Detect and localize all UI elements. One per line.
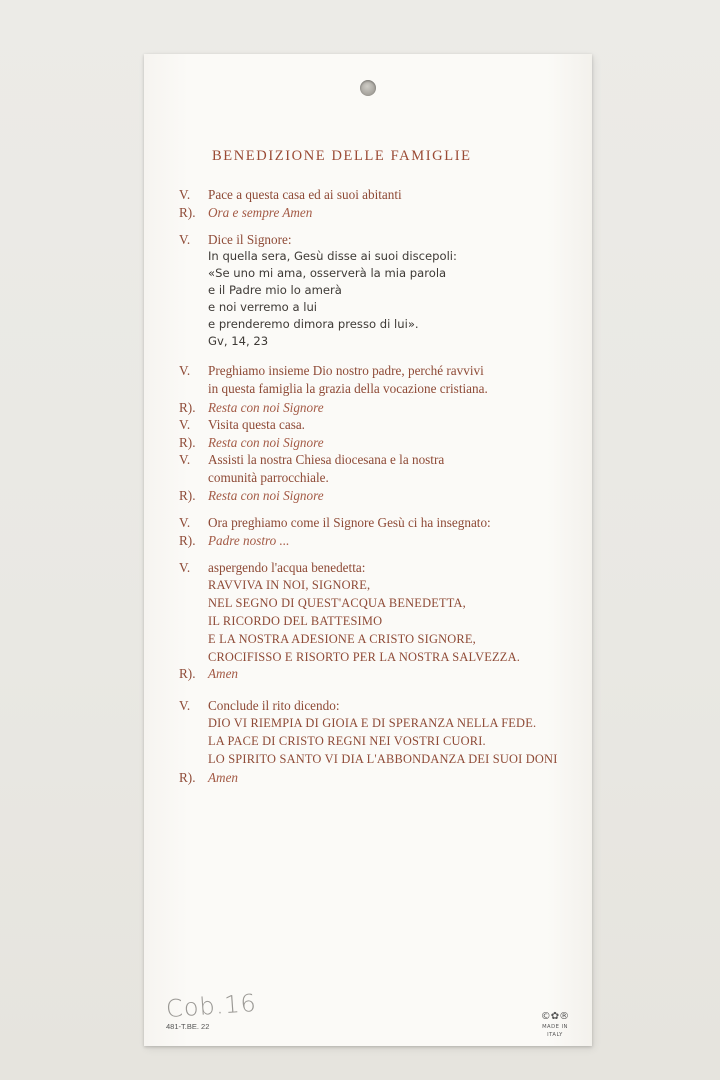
line-text: in questa famiglia la grazia della vocazione cristiana. xyxy=(208,381,488,396)
versicle-marker: V. xyxy=(179,452,191,467)
line-text: Resta con noi Signore xyxy=(208,435,324,450)
prayer-line xyxy=(144,752,592,770)
versicle-marker: V. xyxy=(179,560,191,575)
prayer-line xyxy=(144,187,592,205)
line-text: LA PACE DI CRISTO REGNI NEI VOSTRI CUORI. xyxy=(208,734,486,748)
prayer-line xyxy=(144,381,592,399)
line-text: «Se uno mi ama, osserverà la mia parola xyxy=(208,266,447,280)
line-text: Visita questa casa. xyxy=(208,417,305,432)
handwritten-note: Cob.16 xyxy=(165,988,258,1024)
line-text: RAVVIVA IN NOI, SIGNORE, xyxy=(208,578,371,592)
response-marker: R). xyxy=(179,770,196,785)
response-marker: R). xyxy=(179,435,196,450)
line-text: CROCIFISSO E RISORTO PER LA NOSTRA SALVEZZA. xyxy=(208,650,521,664)
prayer-line xyxy=(144,435,592,453)
line-text: Dice il Signore: xyxy=(208,232,292,247)
line-text: comunità parrocchiale. xyxy=(208,470,329,485)
line-text: e il Padre mio lo amerà xyxy=(208,283,342,297)
response-marker: R). xyxy=(179,205,196,220)
versicle-marker: V. xyxy=(179,187,191,202)
prayer-line xyxy=(144,666,592,684)
response-marker: R). xyxy=(179,400,196,415)
response-marker: R). xyxy=(179,533,196,548)
prayer-line xyxy=(144,734,592,752)
prayer-line xyxy=(144,470,592,488)
line-text: DIO VI RIEMPIA DI GIOIA E DI SPERANZA NELLA FEDE. xyxy=(208,716,537,730)
prayer-line xyxy=(144,578,592,596)
line-text: Gv, 14, 23 xyxy=(208,334,269,348)
prayer-card xyxy=(144,54,592,1046)
prayer-line xyxy=(144,533,592,551)
prayer-line xyxy=(144,232,592,250)
hanging-hole xyxy=(360,80,376,96)
line-text: Conclude il rito dicendo: xyxy=(208,698,340,713)
prayer-line xyxy=(144,488,592,506)
prayer-line xyxy=(144,716,592,734)
line-text: E LA NOSTRA ADESIONE A CRISTO SIGNORE, xyxy=(208,632,476,646)
prayer-line xyxy=(144,334,592,352)
line-text: e prenderemo dimora presso di lui». xyxy=(208,317,419,331)
versicle-marker: V. xyxy=(179,515,191,530)
line-text: Amen xyxy=(208,770,239,785)
line-text: Pace a questa casa ed ai suoi abitanti xyxy=(208,187,402,202)
prayer-line xyxy=(144,417,592,435)
line-text: LO SPIRITO SANTO VI DIA L'ABBONDANZA DEI SUOI DONI xyxy=(208,752,558,766)
prayer-line xyxy=(144,249,592,267)
line-text: Resta con noi Signore xyxy=(208,488,324,503)
line-text: IL RICORDO DEL BATTESIMO xyxy=(208,614,383,628)
prayer-line xyxy=(144,300,592,318)
versicle-marker: V. xyxy=(179,232,191,247)
prayer-line xyxy=(144,515,592,533)
versicle-marker: V. xyxy=(179,417,191,432)
prayer-line xyxy=(144,317,592,335)
prayer-line xyxy=(144,698,592,716)
document-title: BENEDIZIONE DELLE FAMIGLIE xyxy=(212,148,472,164)
line-text: aspergendo l'acqua benedetta: xyxy=(208,560,366,575)
prayer-line xyxy=(144,614,592,632)
prayer-line xyxy=(144,283,592,301)
prayer-line xyxy=(144,596,592,614)
prayer-line xyxy=(144,452,592,470)
line-text: Assisti la nostra Chiesa diocesana e la nostra xyxy=(208,452,445,467)
prayer-line xyxy=(144,632,592,650)
line-text: Resta con noi Signore xyxy=(208,400,324,415)
line-text: In quella sera, Gesù disse ai suoi discepoli: xyxy=(208,249,457,263)
line-text: Ora preghiamo come il Signore Gesù ci ha insegnato: xyxy=(208,515,491,530)
line-text: Padre nostro ... xyxy=(208,533,290,548)
line-text: Amen xyxy=(208,666,239,681)
versicle-marker: V. xyxy=(179,363,191,378)
publisher-mark-icon: ©✿® xyxy=(540,1011,570,1022)
prayer-line xyxy=(144,266,592,284)
versicle-marker: V. xyxy=(179,698,191,713)
response-marker: R). xyxy=(179,488,196,503)
line-text: e noi verremo a lui xyxy=(208,300,318,314)
prayer-line xyxy=(144,770,592,788)
line-text: NEL SEGNO DI QUEST'ACQUA BENEDETTA, xyxy=(208,596,466,610)
prayer-line xyxy=(144,205,592,223)
prayer-line xyxy=(144,560,592,578)
publisher-logo xyxy=(535,1011,575,1039)
line-text: Ora e sempre Amen xyxy=(208,205,313,220)
prayer-line xyxy=(144,363,592,381)
made-in-label: MADE IN ITALY xyxy=(542,1024,568,1038)
line-text: Preghiamo insieme Dio nostro padre, perché ravvivi xyxy=(208,363,484,378)
product-code: 481-T.BE. 22 xyxy=(166,1022,210,1031)
response-marker: R). xyxy=(179,666,196,681)
prayer-line xyxy=(144,400,592,418)
